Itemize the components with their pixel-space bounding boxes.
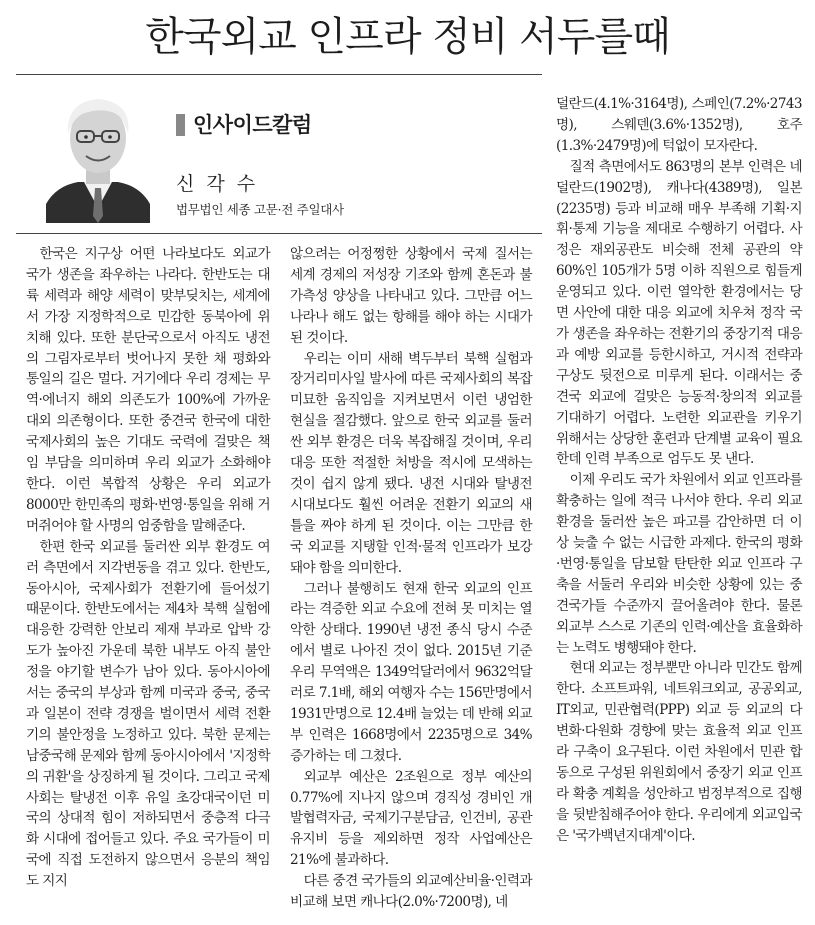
article-paragraph-continued: 않으려는 어정쩡한 상황에서 국제 질서는 세계 경제의 저성장 기조와 함께 혼돈과 불가측성 양상을 나타내고 있다. 그만큼 어느 나라나 해도 없는 항해를 해야 하는 시대가 된 것이다. [290, 246, 532, 346]
label-bar-icon [176, 114, 185, 136]
article-column-2 [290, 244, 532, 913]
article-headline: 한국외교 인프라 정비 서두를때 [145, 14, 670, 60]
headline-divider [16, 74, 542, 75]
article-paragraph: 한국은 지구상 어떤 나라보다도 외교가 국가 생존을 좌우하는 나라다. 한반도는 대륙 세력과 해양 세력이 맞부딪치는, 세계에서 가장 지정학적으로 민감한 동북아에 위치해 있다. 또한 분단국으로서 아직도 냉전의 그림자로부터 벗어나지 못한 채 평화와 통일의 길은 멀다. 거기에다 우리 경제는 무역·에너지 해외 의존도가 100%에 가까운 대외 의존형이다. 또한 중견국 한국에 대한 국제사회의 높은 기대도 국력에 걸맞은 책임 부담을 의미하며 우리 외교가 소화해야 한다. 이런 복합적 상황은 우리 외교가 8000만 한민족의 평화·번영·통일을 위해 거머쥐어야 할 사명의 엄중함을 말해준다. [26, 246, 270, 534]
article-paragraph: 다른 중견 국가들의 외교예산비율·인력과 비교해 보면 캐나다(2.0%·7200명), 네 [290, 873, 532, 911]
article-paragraph: 우리는 이미 새해 벽두부터 북핵 실험과 장거리미사일 발사에 따른 국제사회의 복잡 미묘한 움직임을 지켜보면서 이런 냉엄한 현실을 절감했다. 앞으로 한국 외교를 둘러싼 외부 환경은 더욱 복잡해질 것이며, 우리 대응 또한 적절한 처방을 적시에 모색하는 것이 쉽지 않게 됐다. 냉전 시대와 탈냉전 시대보다도 훨씬 어려운 전환기 외교의 새 틀을 짜야 하게 된 것이다. 이는 그만큼 한국 외교를 지탱할 인적·물적 인프라가 보강돼야 함을 의미한다. [290, 350, 532, 576]
article-paragraph: 질적 측면에서도 863명의 본부 인력은 네덜란드(1902명), 캐나다(4389명), 일본(2235명) 등과 비교해 매우 부족해 기획·지휘·통제 기능을 제대로 수행하기 어렵다. 사정은 재외공관도 비슷해 전체 공관의 약 60%인 105개가 5명 이하 직원으로 힘들게 운영되고 있다. 이런 열악한 환경에서는 당면 사안에 대한 대응 외교에 치우쳐 정작 국가 생존을 좌우하는 전환기의 중장기적 대응과 예방 외교를 등한시하고, 거시적 전략과 구상도 뒷전으로 미루게 된다. 이래서는 중견국 외교에 걸맞은 능동적·창의적 외교를 기대하기 어렵다. 노련한 외교관을 키우기 위해서는 상당한 훈련과 단계별 교육이 필요한데 인력 부족으로 엄두도 못 낸다. [556, 158, 802, 468]
byline-divider [16, 233, 542, 234]
article-paragraph-continued: 덜란드(4.1%·3164명), 스페인(7.2%·2743명), 스웨덴(3.6%·1352명), 호주(1.3%·2479명)에 턱없이 모자란다. [556, 96, 802, 154]
article-paragraph: 외교부 예산은 2조원으로 정부 예산의 0.77%에 지나지 않으며 경직성 경비인 개발협력자금, 국제기구분담금, 인건비, 공관유지비 등을 제외하면 정작 사업예산은 21%에 불과하다. [290, 768, 532, 869]
author-portrait-icon [46, 86, 150, 223]
article-paragraph: 그러나 불행히도 현재 한국 외교의 인프라는 격증한 외교 수요에 전혀 못 미치는 열악한 상태다. 1990년 냉전 종식 당시 수준에서 별로 나아진 것이 없다. 2015년 기준 우리 무역액은 1349억달러에서 9632억달러로 7.1배, 해외 여행자 수는 156만명에서 1931만명으로 12.4배 늘었는 데 반해 외교부 인력은 1668명에서 2235명으로 34% 증가하는 데 그쳤다. [290, 580, 532, 764]
article-column-1 [26, 244, 270, 892]
column-label [176, 111, 312, 139]
article-paragraph: 이제 우리도 국가 차원에서 외교 인프라를 확충하는 일에 적극 나서야 한다. 우리 외교 환경을 둘러싼 높은 파고를 감안하면 더 이상 늦출 수 없는 시급한 과제다. 한국의 평화·번영·통일을 담보할 탄탄한 외교 인프라 구축을 서둘러 우리와 비슷한 상황에 있는 중견국가들 수준까지 끌어올려야 한다. 물론 외교부 스스로 기존의 인력·예산을 효율화하는 노력도 병행돼야 한다. [556, 472, 802, 656]
column-label-text: 인사이드칼럼 [193, 113, 312, 137]
article-paragraph: 한편 한국 외교를 둘러싼 외부 환경도 여러 측면에서 지각변동을 겪고 있다. 한반도, 동아시아, 국제사회가 전환기에 들어섰기 때문이다. 한반도에서는 제4차 북핵 실험에 대응한 강력한 안보리 제재 부과로 압박 강도가 높아진 가운데 북한 내부도 아직 불안정을 야기할 변수가 남아 있다. 동아시아에서는 중국의 부상과 함께 미국과 중국, 중국과 일본이 전략 경쟁을 벌이면서 세력 전환기의 불안정을 노정하고 있다. 북한 문제는 남중국해 문제와 함께 동아시아에서 '지정학의 귀환'을 상징하게 될 것이다. 그리고 국제사회는 탈냉전 이후 유일 초강대국이던 미국의 상대적 힘이 저하되면서 중층적 다극화 시대에 접어들고 있다. 주요 국가들이 미국에 직접 도전하지 않으면서 응분의 책임도 지지 [26, 538, 270, 890]
article-column-3 [556, 94, 802, 847]
author-affiliation: 법무법인 세종 고문·전 주일대사 [176, 202, 344, 217]
article-paragraph: 현대 외교는 정부뿐만 아니라 민간도 함께한다. 소프트파워, 네트워크외교, 공공외교, IT외교, 민관협력(PPP) 외교 등 외교의 다변화·다원화 경향에 맞는 효율적 외교 인프라 구축이 요구된다. 이런 차원에서 민관 합동으로 구성된 위원회에서 중장기 외교 인프라 확충 계획을 성안하고 범정부적으로 집행을 뒷받침해주어야 한다. 우리에게 외교입국은 '국가백년지대계'이다. [556, 660, 802, 844]
author-name: 신 각 수 [176, 173, 259, 195]
